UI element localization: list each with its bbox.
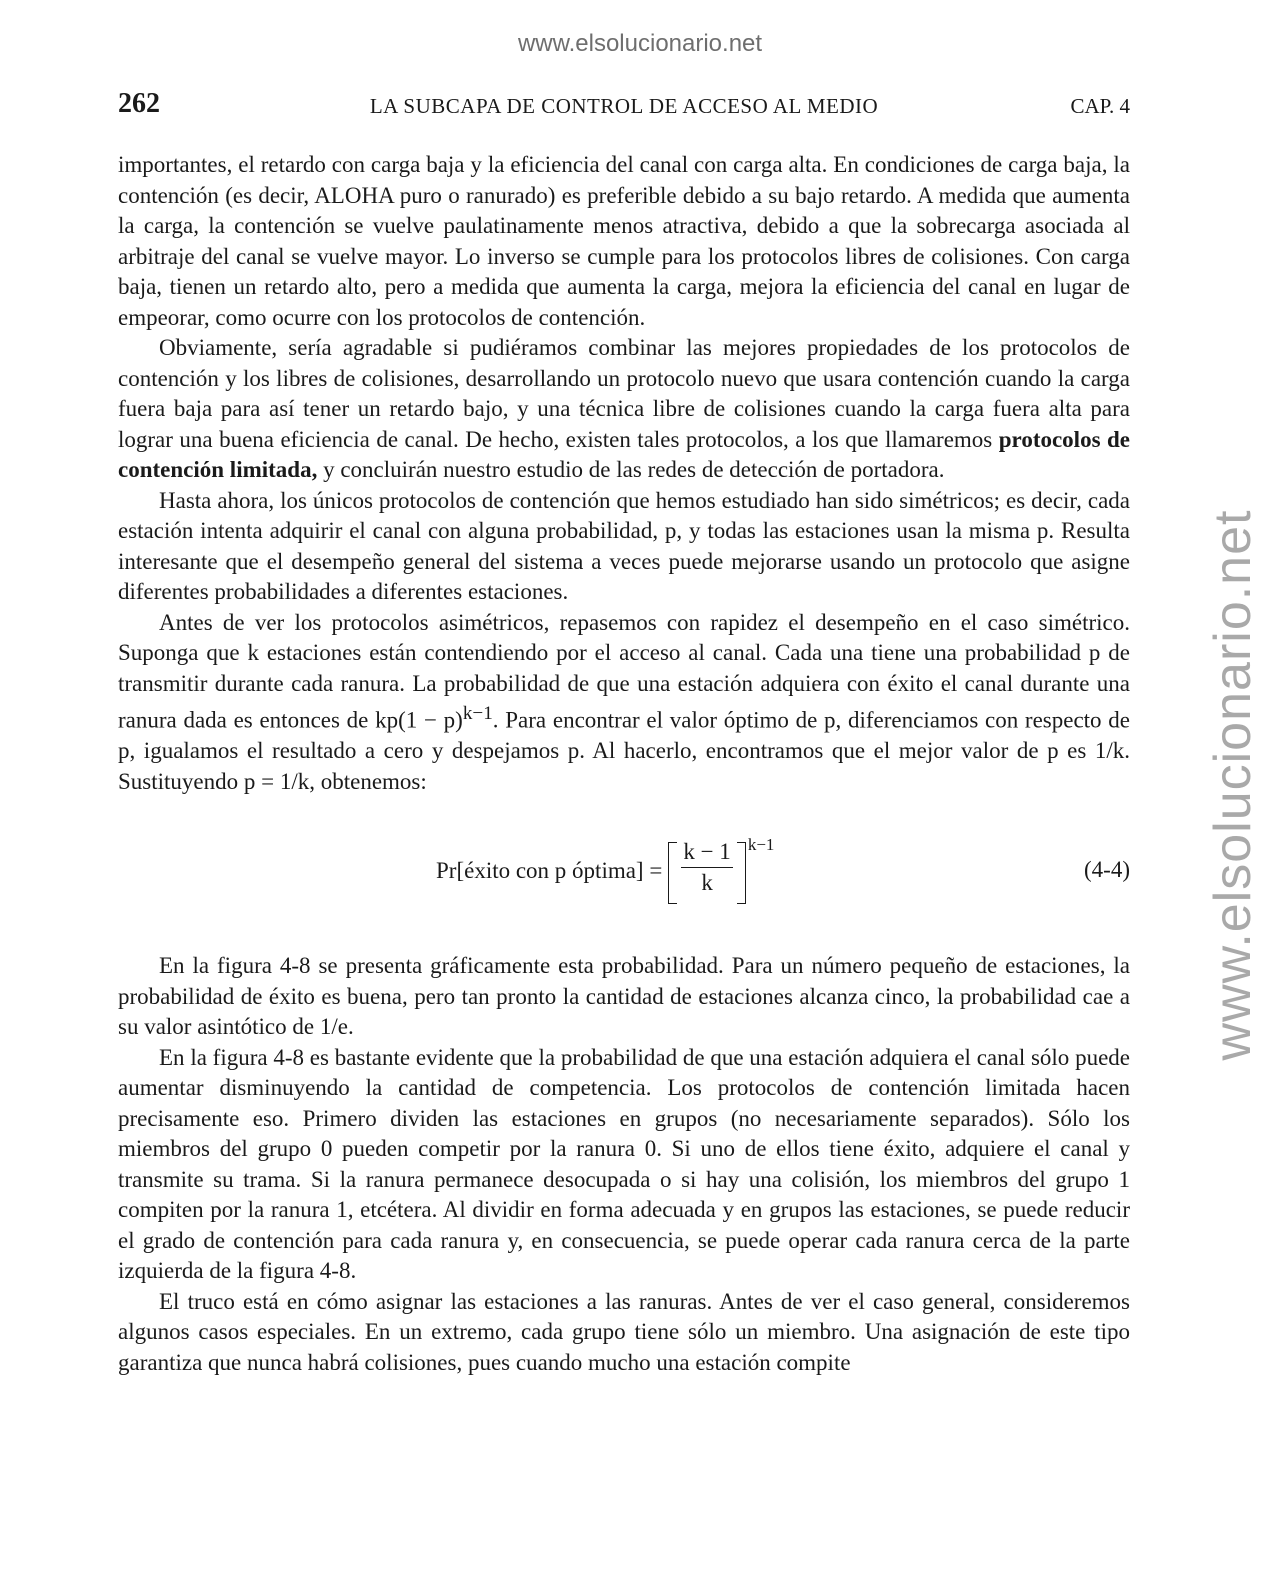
paragraph-text: y concluirán nuestro estudio de las redes de detección de portadora.	[317, 457, 945, 482]
paragraph-text: Obviamente, sería agradable si pudiéramos combinar las mejores propiedades de los protocolos de contención y los libres de colisiones, desarrollando un protocolo nuevo que usara contención cuando la carga fuera baja para así tener un retardo bajo, y una técnica libre de colisiones cuando la carga fuera alta para lograr una buena eficiencia de canal. De hecho, existen tales protocolos, a los que llamaremos	[118, 335, 1130, 452]
right-bracket	[737, 842, 746, 904]
fraction-numerator: k − 1	[681, 838, 732, 868]
paragraph: Hasta ahora, los únicos protocolos de contención que hemos estudiado han sido simétricos; es decir, cada estación intenta adquirir el canal con alguna probabilidad, p, y todas las estaciones usan la misma p. Resulta interesante que el desempeño general del sistema a veces puede mejorarse usando un protocolo que asigne diferentes probabilidades a diferentes estaciones.	[118, 487, 1130, 604]
left-bracket	[668, 842, 677, 904]
equation-rhs	[668, 835, 775, 904]
equation-number: (4-4)	[1084, 857, 1130, 883]
watermark-side: www.elsolucionario.net	[1204, 509, 1262, 1061]
running-head: LA SUBCAPA DE CONTROL DE ACCESO AL MEDIO	[369, 94, 879, 118]
paragraph: En la figura 4-8 se presenta gráficamente esta probabilidad. Para un número pequeño de estaciones, la probabilidad de éxito es buena, pero tan pronto la cantidad de estaciones alcanza cinco, la probabilidad cae a su valor asintótico de 1/e.	[118, 953, 1130, 1040]
fraction-denominator: k	[701, 870, 713, 896]
paragraph: importantes, el retardo con carga baja y la eficiencia del canal con carga alta. En condiciones de carga baja, la contención (es decir, ALOHA puro o ranurado) es preferible debido a su bajo retardo. A medida que aumenta la carga, la contención se vuelve paulatinamente menos atractiva, debido a que la sobrecarga asociada al arbitraje del canal se vuelve mayor. Lo inverso se cumple para los protocolos libres de colisiones. Con carga baja, tienen un retardo alto, pero a medida que aumenta la carga, mejora la eficiencia del canal en lugar de empeorar, como ocurre con los protocolos de contención.	[118, 152, 1130, 330]
page-header	[118, 88, 1130, 128]
equation-lhs: Pr[éxito con p óptima] =	[436, 857, 663, 883]
watermark-top: www.elsolucionario.net	[517, 30, 763, 57]
key-term: protocolos de contención limitada,	[118, 426, 1131, 482]
body-text	[118, 150, 1130, 1378]
paragraph-text: Antes de ver los protocolos asimétricos, repasemos con rapidez el desempeño en el caso simétrico. Suponga que k estaciones están contendiendo por el acceso al canal. Cada una tiene una probabilidad p de transmitir durante cada ranura. La probabilidad de que una estación adquiera con éxito el canal durante una ranura dada es entonces de kp(1 − p)	[118, 609, 1130, 733]
paragraph: En la figura 4-8 es bastante evidente que la probabilidad de que una estación adquiera el canal sólo puede aumentar disminuyendo la cantidad de competencia. Los protocolos de contención limitada hacen precisamente eso. Primero dividen las estaciones en grupos (no necesariamente separados). Sólo los miembros del grupo 0 pueden competir por la ranura 0. Si uno de ellos tiene éxito, adquiere el canal y transmite su trama. Si la ranura permanece desocupada o si hay una colisión, los miembros del grupo 1 compiten por la ranura 1, etcétera. Al dividir en forma adecuada y en grupos las estaciones, se puede reducir el grado de contención para cada ranura y, en consecuencia, se puede operar cada ranura cerca de la parte izquierda de la figura 4-8.	[118, 1044, 1130, 1284]
fraction	[681, 838, 732, 898]
paragraph	[118, 608, 1130, 798]
equation-exponent: k−1	[747, 835, 775, 855]
chapter-label: CAP. 4	[1070, 94, 1130, 118]
paragraph: El truco está en cómo asignar las estaciones a las ranuras. Antes de ver el caso general, consideremos algunos casos especiales. En un extremo, cada grupo tiene sólo un miembro. Una asignación de este tipo garantiza que nunca habrá colisiones, pues cuando mucho una estación compite	[118, 1288, 1130, 1375]
page-number: 262	[118, 88, 160, 119]
paragraph-text: . Para encontrar el valor óptimo de p, diferenciamos con respecto de p, igualamos el resultado a cero y despejamos p. Al hacerlo, encontramos que el mejor valor de p es 1/k. Sustituyendo p = 1/k, obtenemos:	[118, 707, 1130, 794]
equation-4-4	[118, 835, 1130, 907]
paragraph	[118, 333, 1130, 486]
superscript: k−1	[462, 703, 493, 724]
